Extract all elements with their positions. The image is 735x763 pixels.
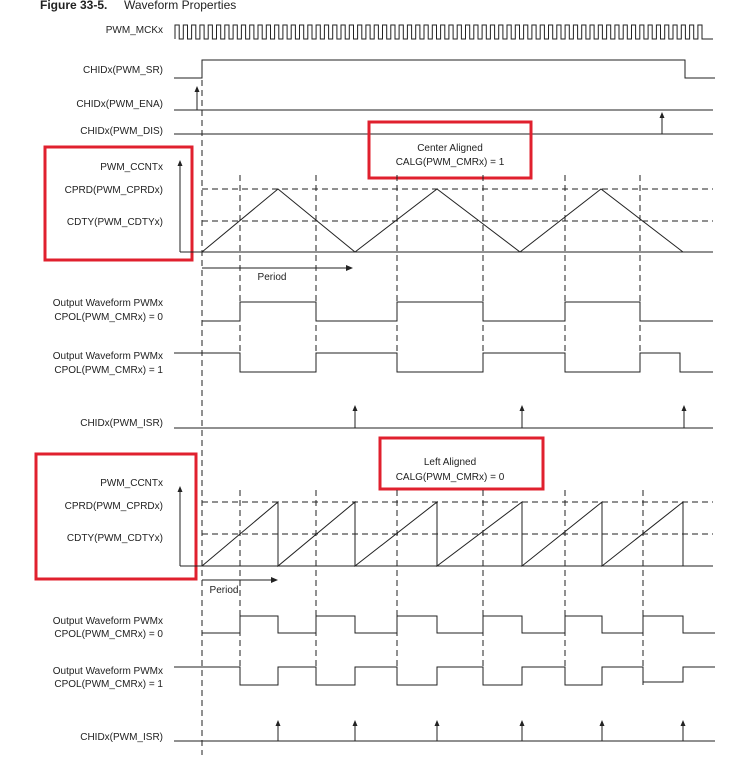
center-period-label: Period (257, 272, 287, 283)
center-out0-waveform (202, 302, 713, 321)
center-isr-label: CHIDx(PWM_ISR) (80, 418, 163, 429)
center-out0-label-1: Output Waveform PWMx (52, 298, 163, 309)
center-out1-waveform (174, 353, 713, 372)
center-isr-arrows (353, 405, 687, 428)
center-out0-label-2: CPOL(PWM_CMRx) = 0 (54, 312, 163, 323)
chid-dis-arrow (660, 112, 665, 134)
left-period-label: Period (209, 585, 239, 596)
label-mck: PWM_MCKx (105, 25, 163, 36)
left-aligned-title: Left Aligned (423, 457, 477, 468)
left-out1-label-2: CPOL(PWM_CMRx) = 1 (54, 679, 163, 690)
left-out0-label-1: Output Waveform PWMx (52, 616, 163, 627)
figure-number: Figure 33-5. (40, 0, 108, 12)
center-cprd-label: CPRD(PWM_CPRDx) (64, 185, 163, 196)
left-cdty-label: CDTY(PWM_CDTYx) (66, 533, 163, 544)
center-out1-label-1: Output Waveform PWMx (52, 351, 163, 362)
left-counter-labels-box (36, 454, 196, 579)
chid-ena-arrow (195, 86, 200, 110)
center-cdty-label: CDTY(PWM_CDTYx) (66, 217, 163, 228)
center-counter-axis (178, 160, 183, 252)
center-period-arrow (202, 265, 353, 271)
center-out1-label-2: CPOL(PWM_CMRx) = 1 (54, 365, 163, 376)
left-counter-axis (178, 486, 183, 566)
left-out1-waveform (174, 667, 715, 685)
label-chid-dis: CHIDx(PWM_DIS) (80, 126, 163, 137)
center-aligned-calg: CALG(PWM_CMRx) = 1 (395, 157, 505, 168)
left-out0-waveform (202, 616, 715, 633)
left-crossing-markers (240, 490, 643, 685)
figure-title: Waveform Properties (124, 0, 237, 12)
left-isr-arrows (276, 720, 686, 741)
center-crossing-markers (240, 175, 640, 372)
left-cprd-label: CPRD(PWM_CPRDx) (64, 501, 163, 512)
left-isr-label: CHIDx(PWM_ISR) (80, 732, 163, 743)
chid-sr-waveform (174, 60, 715, 78)
center-aligned-title: Center Aligned (417, 143, 483, 154)
left-aligned-calg: CALG(PWM_CMRx) = 0 (395, 472, 505, 483)
mck-clock-waveform (175, 25, 713, 39)
label-chid-sr: CHIDx(PWM_SR) (83, 65, 163, 76)
center-ccnt-label: PWM_CCNTx (100, 162, 163, 173)
left-out0-label-2: CPOL(PWM_CMRx) = 0 (54, 629, 163, 640)
label-chid-ena: CHIDx(PWM_ENA) (76, 99, 163, 110)
left-out1-label-1: Output Waveform PWMx (52, 666, 163, 677)
left-ccnt-label: PWM_CCNTx (100, 478, 163, 489)
